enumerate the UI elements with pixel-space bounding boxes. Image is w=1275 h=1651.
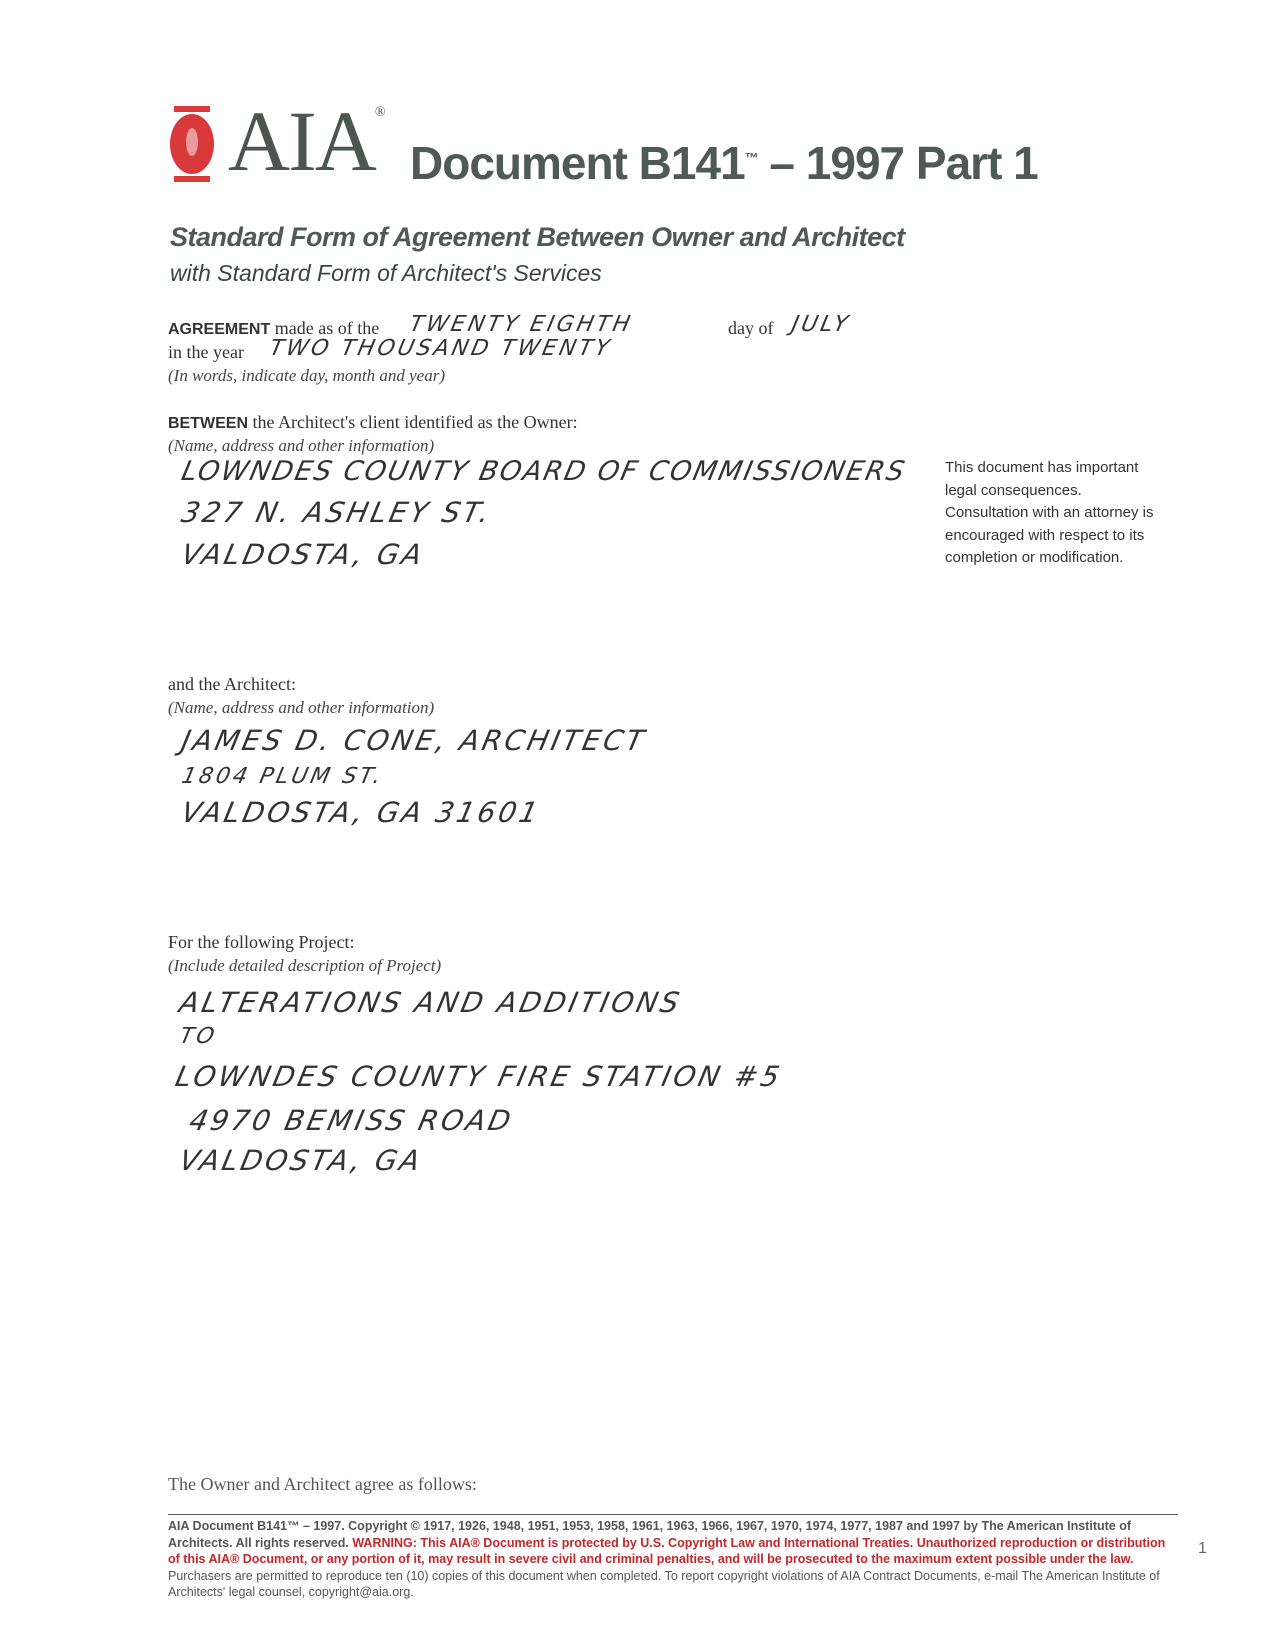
- project-line[interactable]: VALDOSTA, GA: [176, 1144, 426, 1177]
- page-number: 1: [1198, 1540, 1207, 1557]
- owner-name[interactable]: LOWNDES COUNTY BOARD OF COMMISSIONERS: [178, 456, 909, 487]
- subtitle: Standard Form of Agreement Between Owner and Architect: [170, 222, 905, 252]
- copyright-footer: AIA Document B141™ – 1997. Copyright © 1917, 1926, 1948, 1951, 1953, 1958, 1961, 1963, 1966, 1967, 1970, 1974, 1977, 1987 and 1997 by The American Institute of Architects. All rights reserved. WARNING: This AIA® Document is protected by U.S. Copyright Law and International Treaties. Unauthorized reproduction or distribution of this AIA® Document, or any portion of it, may result in severe civil and criminal penalties, and will be prosecuted to the maximum extent possible under the law. Purchasers are permitted to reproduce ten (10) copies of this document when completed. To report copyright violations of AIA Contract Documents, e-mail The American Institute of Architects' legal counsel, copyright@aia.org.: [168, 1519, 1166, 1599]
- month-field[interactable]: JULY: [789, 312, 853, 337]
- agree-statement: The Owner and Architect agree as follows:: [168, 1474, 477, 1494]
- legal-notice: This document has important legal consequences. Consultation with an attorney is encouraged with respect to its completion or modification.: [945, 459, 1154, 566]
- document-title: Document B141™ – 1997 Part 1: [410, 137, 1038, 189]
- owner-instruction: (Name, address and other information): [168, 436, 435, 455]
- architect-label: and the Architect:: [168, 674, 296, 694]
- owner-city[interactable]: VALDOSTA, GA: [178, 538, 428, 571]
- project-line[interactable]: TO: [177, 1024, 220, 1049]
- owner-label: BETWEEN the Architect's client identified as the Owner:: [168, 412, 578, 432]
- architect-city[interactable]: VALDOSTA, GA 31601: [178, 796, 544, 829]
- owner-address[interactable]: 327 N. ASHLEY ST.: [178, 496, 496, 529]
- project-label: For the following Project:: [168, 932, 355, 952]
- agreement-line: AGREEMENT made as of the: [168, 318, 380, 338]
- footer-divider: [168, 1514, 1178, 1515]
- architect-name[interactable]: JAMES D. CONE, ARCHITECT: [178, 724, 650, 757]
- project-instruction: (Include detailed description of Project): [168, 956, 442, 975]
- architect-instruction: (Name, address and other information): [168, 698, 435, 717]
- day-of-label: day of: [728, 318, 774, 338]
- year-label: in the year: [168, 342, 244, 362]
- aia-eagle-logo-icon: [168, 106, 216, 182]
- date-instruction: (In words, indicate day, month and year): [168, 366, 445, 385]
- project-line[interactable]: 4970 BEMISS ROAD: [186, 1104, 517, 1137]
- day-field[interactable]: TWENTY EIGHTH: [407, 312, 636, 337]
- project-line[interactable]: LOWNDES COUNTY FIRE STATION #5: [172, 1060, 786, 1093]
- subtitle-secondary: with Standard Form of Architect's Services: [170, 260, 602, 286]
- project-line[interactable]: ALTERATIONS AND ADDITIONS: [176, 986, 685, 1019]
- architect-address[interactable]: 1804 PLUM ST.: [179, 764, 387, 789]
- aia-logo-text: AIA®: [228, 93, 384, 189]
- year-field[interactable]: TWO THOUSAND TWENTY: [267, 336, 615, 361]
